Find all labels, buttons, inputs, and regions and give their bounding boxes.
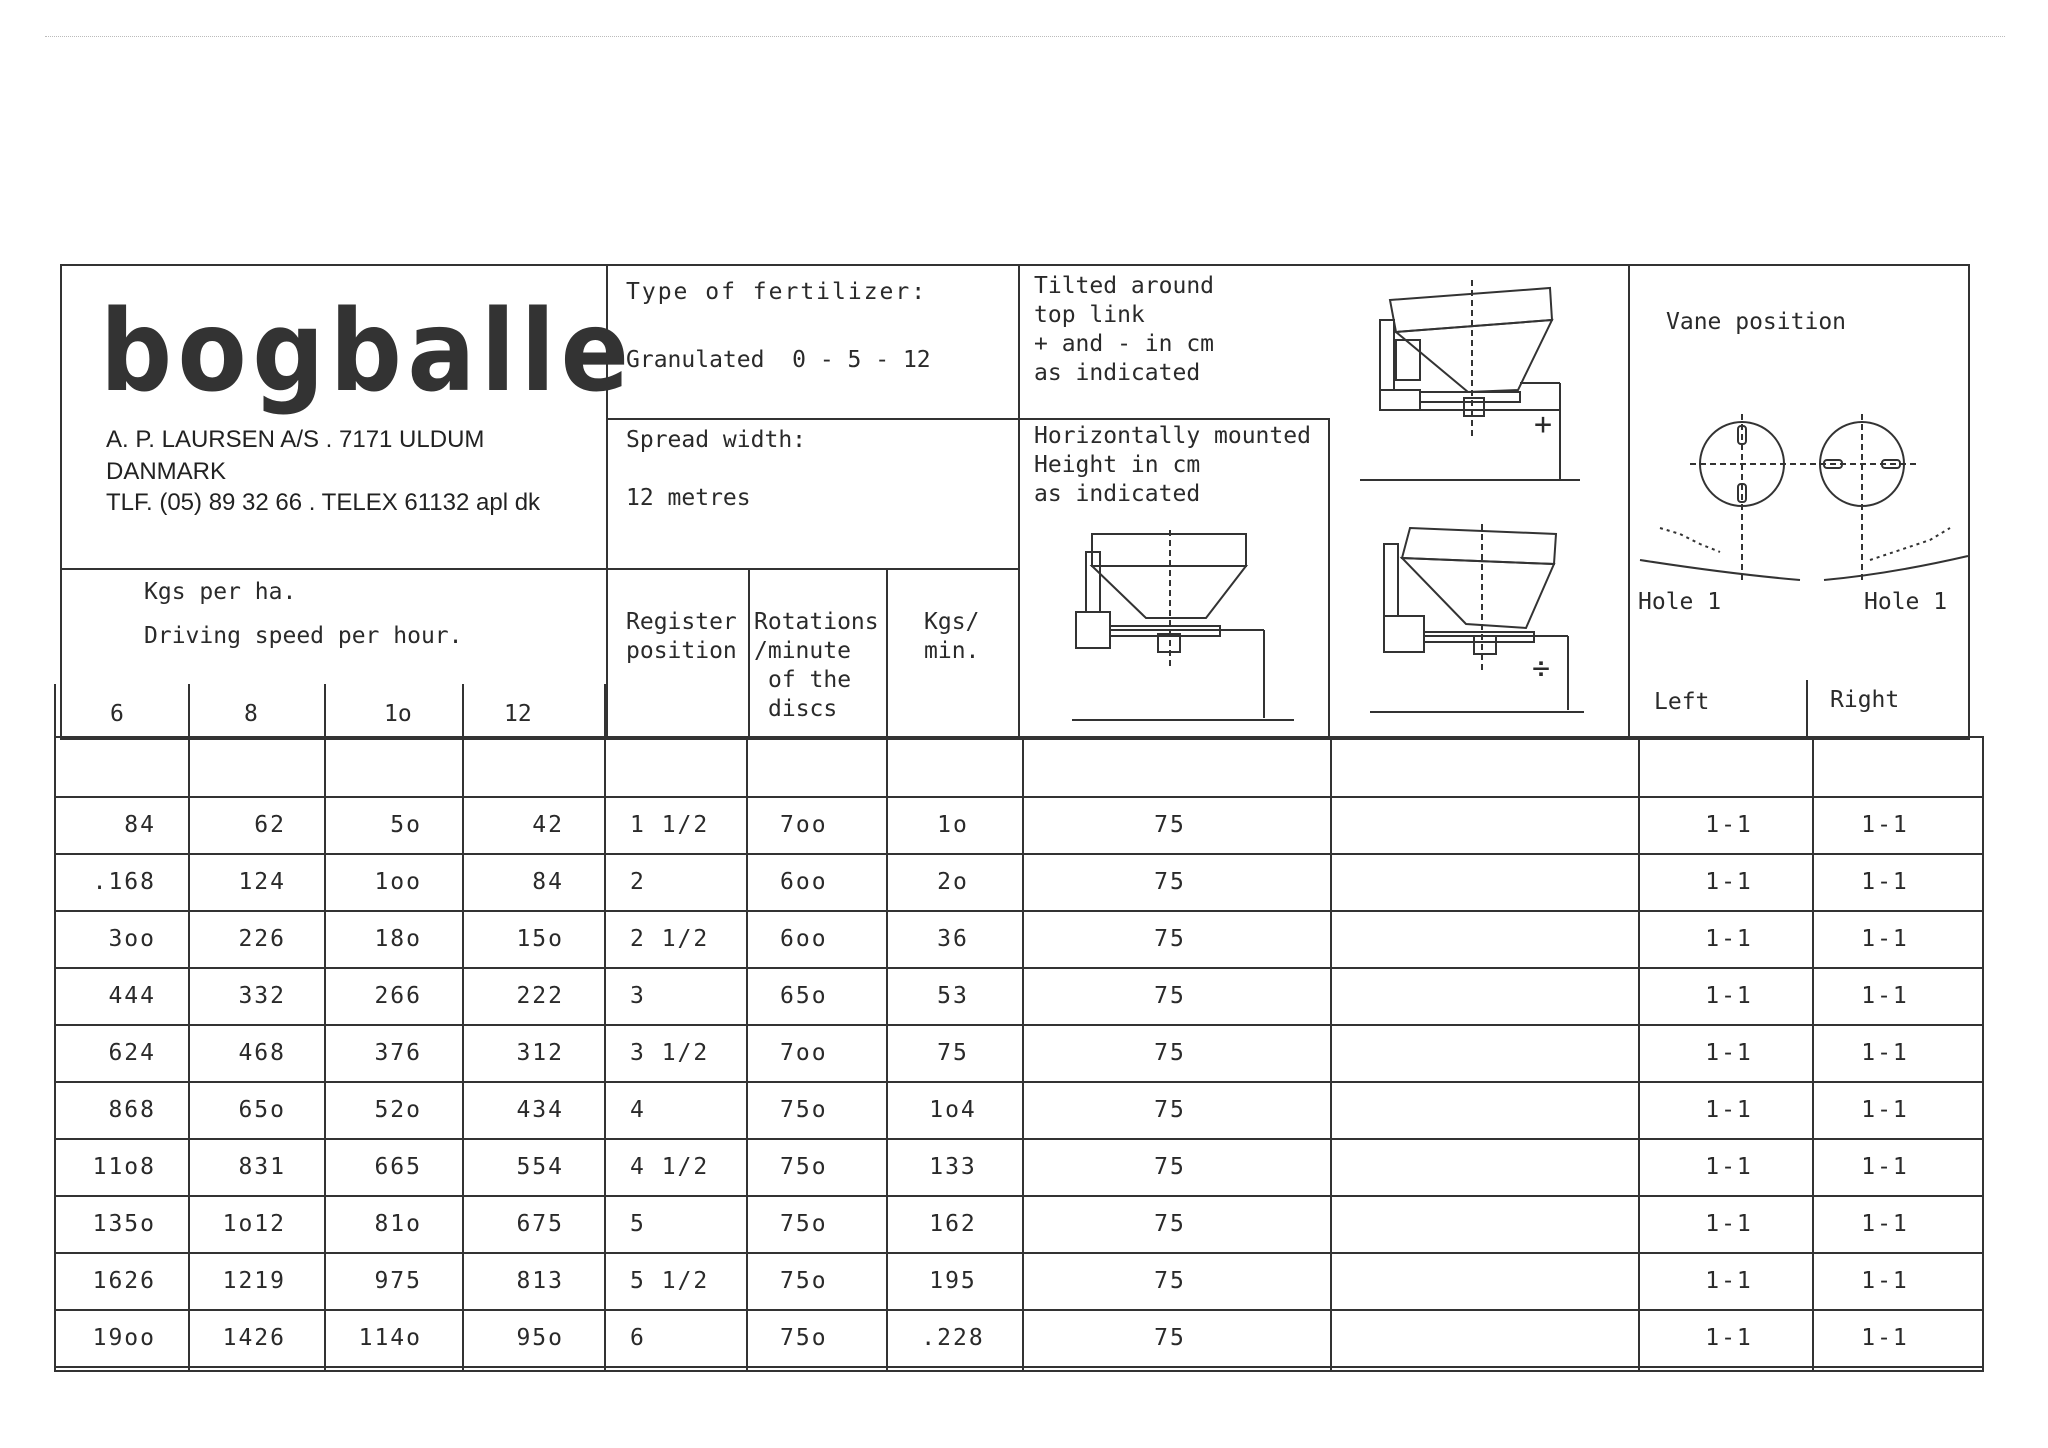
kgs-12-cell: 95o bbox=[516, 1325, 564, 1351]
register-position-cell: 4 1/2 bbox=[630, 1154, 710, 1180]
horizontal-line-2: Height in cm bbox=[1034, 452, 1201, 478]
kgs-12-cell: 42 bbox=[532, 812, 564, 838]
height-cm-cell: 75 bbox=[1154, 1097, 1186, 1123]
register-position-cell: 4 bbox=[630, 1097, 646, 1123]
vane-right-cell: 1-1 bbox=[1861, 1268, 1909, 1294]
kgs-6-cell: 11o8 bbox=[92, 1154, 156, 1180]
kgs-8-cell: 468 bbox=[238, 1040, 286, 1066]
kgs-12-cell: 434 bbox=[516, 1097, 564, 1123]
address-line-1: A. P. LAURSEN A/S . 7171 ULDUM bbox=[106, 426, 485, 453]
rotations-cell: 75o bbox=[780, 1325, 828, 1351]
kgs-8-cell: 124 bbox=[238, 869, 286, 895]
kgs-8-cell: 226 bbox=[238, 926, 286, 952]
height-cm-cell: 75 bbox=[1154, 926, 1186, 952]
kgs-per-min-cell: 1o4 bbox=[929, 1097, 977, 1123]
vane-left-cell: 1-1 bbox=[1705, 1211, 1753, 1237]
kgs-10-cell: 1oo bbox=[374, 869, 422, 895]
kgs-8-cell: 332 bbox=[238, 983, 286, 1009]
vane-left-label: Left bbox=[1654, 689, 1710, 715]
row-divider bbox=[54, 1252, 1984, 1254]
tilted-line-3: + and - in cm bbox=[1034, 331, 1215, 357]
spread-width-value: 12 metres bbox=[626, 485, 751, 511]
kgs-8-cell: 62 bbox=[254, 812, 286, 838]
vane-right-label: Right bbox=[1830, 687, 1900, 713]
plus-sign: + bbox=[1534, 407, 1553, 442]
horizontal-line-1: Horizontally mounted bbox=[1034, 423, 1311, 449]
kgs-12-cell: 312 bbox=[516, 1040, 564, 1066]
minus-sign: ÷ bbox=[1532, 651, 1551, 686]
vane-right-cell: 1-1 bbox=[1861, 1097, 1909, 1123]
vane-left-cell: 1-1 bbox=[1705, 869, 1753, 895]
kgs-6-cell: 135o bbox=[92, 1211, 156, 1237]
kgs-per-min-cell: 1o bbox=[937, 812, 969, 838]
kgs-12-cell: 222 bbox=[516, 983, 564, 1009]
height-cm-cell: 75 bbox=[1154, 1040, 1186, 1066]
row-divider bbox=[54, 1081, 1984, 1083]
kgs-10-cell: 376 bbox=[374, 1040, 422, 1066]
spread-width-label: Spread width: bbox=[626, 427, 807, 453]
tilted-line-4: as indicated bbox=[1034, 360, 1201, 386]
vane-left-cell: 1-1 bbox=[1705, 926, 1753, 952]
kgs-per-min-cell: 195 bbox=[929, 1268, 977, 1294]
kgs-per-min-cell: 162 bbox=[929, 1211, 977, 1237]
height-cm-cell: 75 bbox=[1154, 1211, 1186, 1237]
kgs-6-cell: 3oo bbox=[108, 926, 156, 952]
kgs-12-cell: 15o bbox=[516, 926, 564, 952]
kgs-6-cell: 444 bbox=[108, 983, 156, 1009]
kgs-6-cell: .168 bbox=[92, 869, 156, 895]
vane-left-cell: 1-1 bbox=[1705, 1097, 1753, 1123]
kgs-10-cell: 114o bbox=[358, 1325, 422, 1351]
register-label-1: Register bbox=[626, 609, 737, 635]
vane-left-cell: 1-1 bbox=[1705, 1268, 1753, 1294]
row-divider bbox=[54, 1309, 1984, 1311]
speed-12: 12 bbox=[504, 701, 532, 727]
height-cm-cell: 75 bbox=[1154, 812, 1186, 838]
vane-right-cell: 1-1 bbox=[1861, 1154, 1909, 1180]
kgs-10-cell: 266 bbox=[374, 983, 422, 1009]
vane-left-cell: 1-1 bbox=[1705, 812, 1753, 838]
kgs-10-cell: 975 bbox=[374, 1268, 422, 1294]
rotations-cell: 75o bbox=[780, 1268, 828, 1294]
tilted-line-2: top link bbox=[1034, 302, 1145, 328]
rotations-cell: 7oo bbox=[780, 812, 828, 838]
kgs-per-min-cell: 133 bbox=[929, 1154, 977, 1180]
kgs-min-label-2: min. bbox=[924, 638, 980, 664]
register-position-cell: 3 bbox=[630, 983, 646, 1009]
kgs-10-cell: 665 bbox=[374, 1154, 422, 1180]
row-divider bbox=[54, 1366, 1984, 1368]
spreader-tilted-plus-diagram bbox=[1360, 280, 1600, 480]
row-divider bbox=[54, 1024, 1984, 1026]
spreader-horizontal-diagram bbox=[1066, 530, 1306, 726]
vane-right-cell: 1-1 bbox=[1861, 1211, 1909, 1237]
horizontal-line-3: as indicated bbox=[1034, 481, 1201, 507]
kgs-per-min-cell: 53 bbox=[937, 983, 969, 1009]
rotations-cell: 7oo bbox=[780, 1040, 828, 1066]
speed-10: 1o bbox=[384, 701, 412, 727]
rotations-label-1: Rotations bbox=[754, 609, 879, 635]
kgs-10-cell: 52o bbox=[374, 1097, 422, 1123]
kgs-12-cell: 675 bbox=[516, 1211, 564, 1237]
kgs-12-cell: 84 bbox=[532, 869, 564, 895]
row-divider bbox=[54, 910, 1984, 912]
address-line-2: DANMARK bbox=[106, 458, 227, 485]
vane-left-cell: 1-1 bbox=[1705, 1040, 1753, 1066]
brand-logo: bogballe bbox=[100, 287, 635, 417]
kgs-8-cell: 65o bbox=[238, 1097, 286, 1123]
rotations-cell: 6oo bbox=[780, 869, 828, 895]
height-cm-cell: 75 bbox=[1154, 869, 1186, 895]
vane-disc-diagram bbox=[1630, 410, 1968, 590]
rotations-cell: 75o bbox=[780, 1097, 828, 1123]
vane-left-cell: 1-1 bbox=[1705, 1325, 1753, 1351]
kgs-12-cell: 813 bbox=[516, 1268, 564, 1294]
tilted-line-1: Tilted around bbox=[1034, 273, 1215, 299]
vane-left-cell: 1-1 bbox=[1705, 1154, 1753, 1180]
vane-right-cell: 1-1 bbox=[1861, 1040, 1909, 1066]
kgs-8-cell: 1219 bbox=[222, 1268, 286, 1294]
rotations-cell: 75o bbox=[780, 1211, 828, 1237]
register-position-cell: 1 1/2 bbox=[630, 812, 710, 838]
register-label-2: position bbox=[626, 638, 737, 664]
address-line-3: TLF. (05) 89 32 66 . TELEX 61132 apl dk bbox=[106, 489, 541, 516]
register-position-cell: 6 bbox=[630, 1325, 646, 1351]
kgs-6-cell: 84 bbox=[124, 812, 156, 838]
height-cm-cell: 75 bbox=[1154, 1268, 1186, 1294]
kgs-8-cell: 1426 bbox=[222, 1325, 286, 1351]
kgs-per-min-cell: .228 bbox=[921, 1325, 985, 1351]
rotations-cell: 65o bbox=[780, 983, 828, 1009]
kgs-6-cell: 19oo bbox=[92, 1325, 156, 1351]
kgs-10-cell: 5o bbox=[390, 812, 422, 838]
kgs-10-cell: 18o bbox=[374, 926, 422, 952]
kgs-per-min-cell: 2o bbox=[937, 869, 969, 895]
speed-8: 8 bbox=[244, 701, 258, 727]
vane-right-cell: 1-1 bbox=[1861, 926, 1909, 952]
fertilizer-value: Granulated 0 - 5 - 12 bbox=[626, 347, 931, 373]
rotations-cell: 75o bbox=[780, 1154, 828, 1180]
vane-right-cell: 1-1 bbox=[1861, 983, 1909, 1009]
kgs-min-label-1: Kgs/ bbox=[924, 609, 980, 635]
rotations-cell: 6oo bbox=[780, 926, 828, 952]
row-divider bbox=[54, 967, 1984, 969]
vane-right-cell: 1-1 bbox=[1861, 869, 1909, 895]
kgs-6-cell: 868 bbox=[108, 1097, 156, 1123]
rotations-label-3: of the bbox=[768, 667, 852, 693]
kgs-6-cell: 1626 bbox=[92, 1268, 156, 1294]
vane-right-cell: 1-1 bbox=[1861, 812, 1909, 838]
fertilizer-label: Type of fertilizer: bbox=[626, 279, 928, 305]
register-position-cell: 2 1/2 bbox=[630, 926, 710, 952]
kgs-per-min-cell: 36 bbox=[937, 926, 969, 952]
height-cm-cell: 75 bbox=[1154, 1325, 1186, 1351]
spreader-tilted-minus-diagram bbox=[1370, 524, 1610, 720]
vane-hole-left: Hole 1 bbox=[1638, 589, 1722, 615]
vane-position-title: Vane position bbox=[1666, 309, 1847, 335]
height-cm-cell: 75 bbox=[1154, 983, 1186, 1009]
kgs-8-cell: 831 bbox=[238, 1154, 286, 1180]
kgs-12-cell: 554 bbox=[516, 1154, 564, 1180]
row-divider bbox=[54, 1138, 1984, 1140]
driving-speed-label: Driving speed per hour. bbox=[144, 623, 463, 649]
vane-right-cell: 1-1 bbox=[1861, 1325, 1909, 1351]
kgs-per-ha-label: Kgs per ha. bbox=[144, 579, 297, 605]
kgs-8-cell: 1o12 bbox=[222, 1211, 286, 1237]
vane-hole-right: Hole 1 bbox=[1864, 589, 1948, 615]
height-cm-cell: 75 bbox=[1154, 1154, 1186, 1180]
page-top-rule bbox=[45, 36, 2005, 37]
register-position-cell: 5 bbox=[630, 1211, 646, 1237]
rotations-label-2: /minute bbox=[754, 638, 851, 664]
vane-left-cell: 1-1 bbox=[1705, 983, 1753, 1009]
row-divider bbox=[54, 796, 1984, 798]
register-position-cell: 3 1/2 bbox=[630, 1040, 710, 1066]
speed-6: 6 bbox=[110, 701, 124, 727]
kgs-6-cell: 624 bbox=[108, 1040, 156, 1066]
row-divider bbox=[54, 1195, 1984, 1197]
row-divider bbox=[54, 853, 1984, 855]
kgs-per-min-cell: 75 bbox=[937, 1040, 969, 1066]
register-position-cell: 2 bbox=[630, 869, 646, 895]
rotations-label-4: discs bbox=[768, 696, 838, 722]
register-position-cell: 5 1/2 bbox=[630, 1268, 710, 1294]
kgs-10-cell: 81o bbox=[374, 1211, 422, 1237]
